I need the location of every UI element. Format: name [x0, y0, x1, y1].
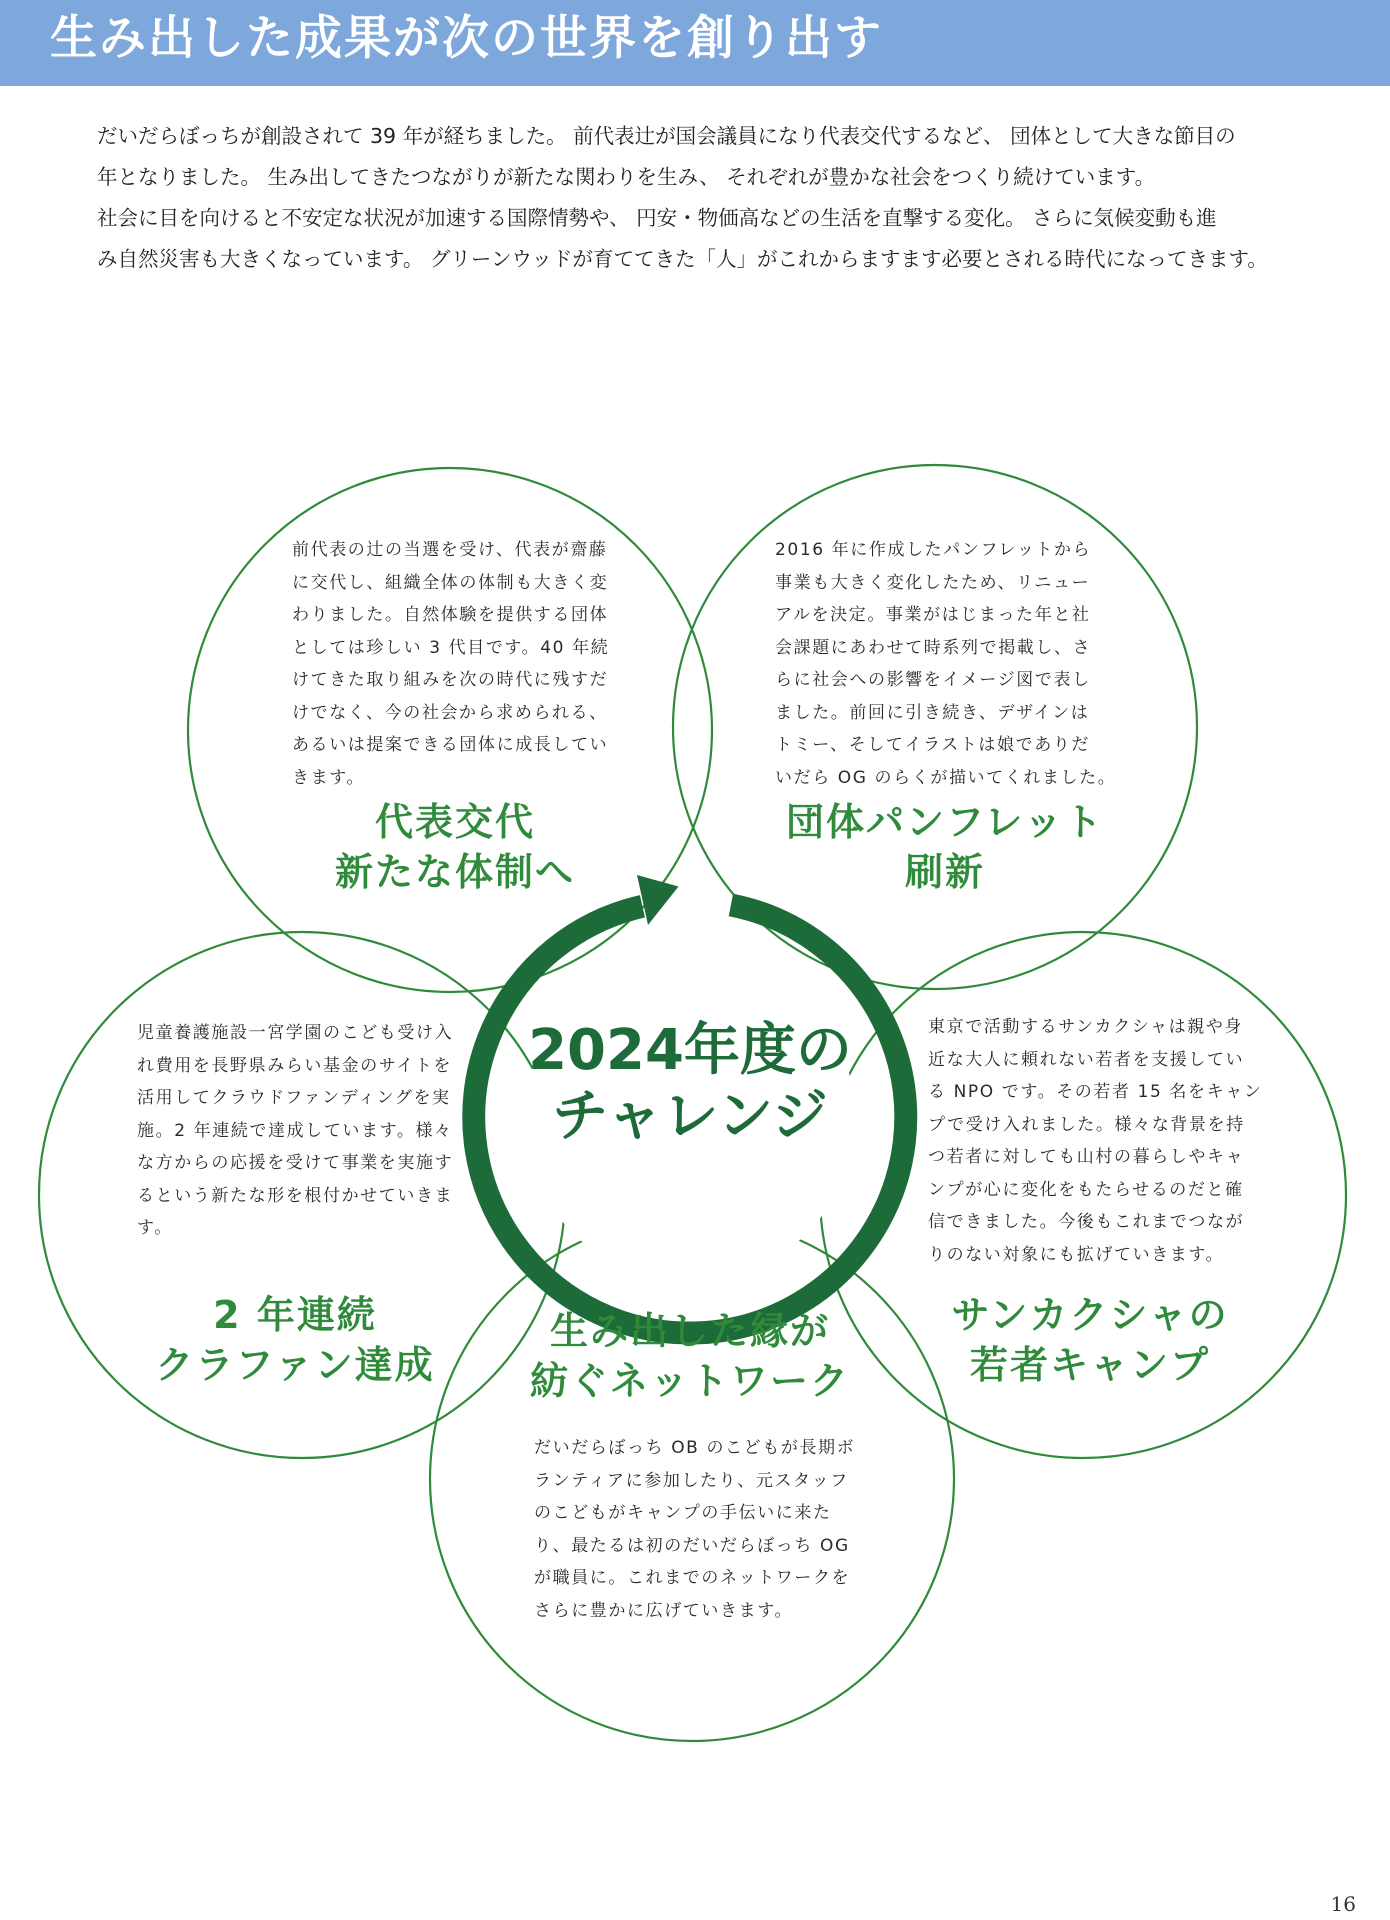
circle-body-pamphlet: 2016 年に作成したパンフレットから 事業も大きく変化したため、リニュー アルを決定。事業がはじまった年と社 会課題にあわせて時系列で掲載し、さ らに社会への影響をイメージ図で表し ました。前回に引き続き、デザインは トミー、そしてイラストは娘でありだ いだら OG のらくが描いてくれました。 — [775, 540, 1117, 788]
circle-title-crowdfunding: 2 年連続 クラファン達成 — [155, 1293, 435, 1387]
center-title: 2024年度の チャレンジ — [528, 1018, 852, 1149]
circle-title-sankakusha: サンカクシャの 若者キャンプ — [951, 1293, 1229, 1387]
circle-body-network: だいだらぼっち OB のこどもが長期ボ ランティアに参加したり、元スタッフ のこどもがキャンプの手伝いに来た り、最たるは初のだいだらぼっち OG が職員に。これまでのネットワークを さらに豊かに広げていきます。 — [534, 1438, 856, 1621]
circle-title-pamphlet: 団体パンフレット 刷新 — [785, 800, 1105, 894]
page-number: 16 — [1330, 1892, 1356, 1916]
circle-title-network: 生み出した縁が 紡ぐネットワーク — [529, 1309, 850, 1403]
intro-line: だいだらぼっちが創設されて 39 年が経ちました。 前代表辻が国会議員になり代表交代するなど、 団体として大きな節目の — [97, 124, 1236, 148]
intro-line: 社会に目を向けると不安定な状況が加速する国際情勢や、 円安・物価高などの生活を直撃する変化。 さらに気候変動も進 — [97, 206, 1217, 230]
intro-line: み自然災害も大きくなっています。 グリーンウッドが育ててきた「人」がこれからますます必要とされる時代になってきます。 — [97, 247, 1268, 271]
page-title: 生み出した成果が次の世界を創り出す — [50, 11, 883, 66]
intro-line: 年となりました。 生み出してきたつながりが新たな関わりを生み、 それぞれが豊かな社会をつくり続けています。 — [97, 165, 1156, 189]
circle-title-representative: 代表交代 新たな体制へ — [334, 800, 575, 894]
circle-body-sankakusha: 東京で活動するサンカクシャは親や身 近な大人に頼れない若者を支援してい る NPO です。その若者 15 名をキャン プで受け入れました。様々な背景を持 つ若者に対しても山村の暮らしやキャ ンプが心に変化をもたらせるのだと確 信できました。今後もこれまでつなが りのない対象にも拡げていきます。 — [928, 1017, 1263, 1265]
circle-body-representative: 前代表の辻の当選を受け、代表が齋藤 に交代し、組織全体の体制も大きく変 わりました。自然体験を提供する団体 としては珍しい 3 代目です。40 年続 けてきた取り組みを次の時代に残すだ けでなく、今の社会から求められる、 あるいは提案できる団体に成長してい きます。 — [292, 540, 610, 788]
circle-body-crowdfunding: 児童養護施設一宮学園のこども受け入 れ費用を長野県みらい基金のサイトを 活用してクラウドファンディングを実 施。2 年連続で達成しています。様々 な方からの応援を受けて事業を実施す るという新たな形を根付かせていきま す。 — [137, 1023, 454, 1238]
